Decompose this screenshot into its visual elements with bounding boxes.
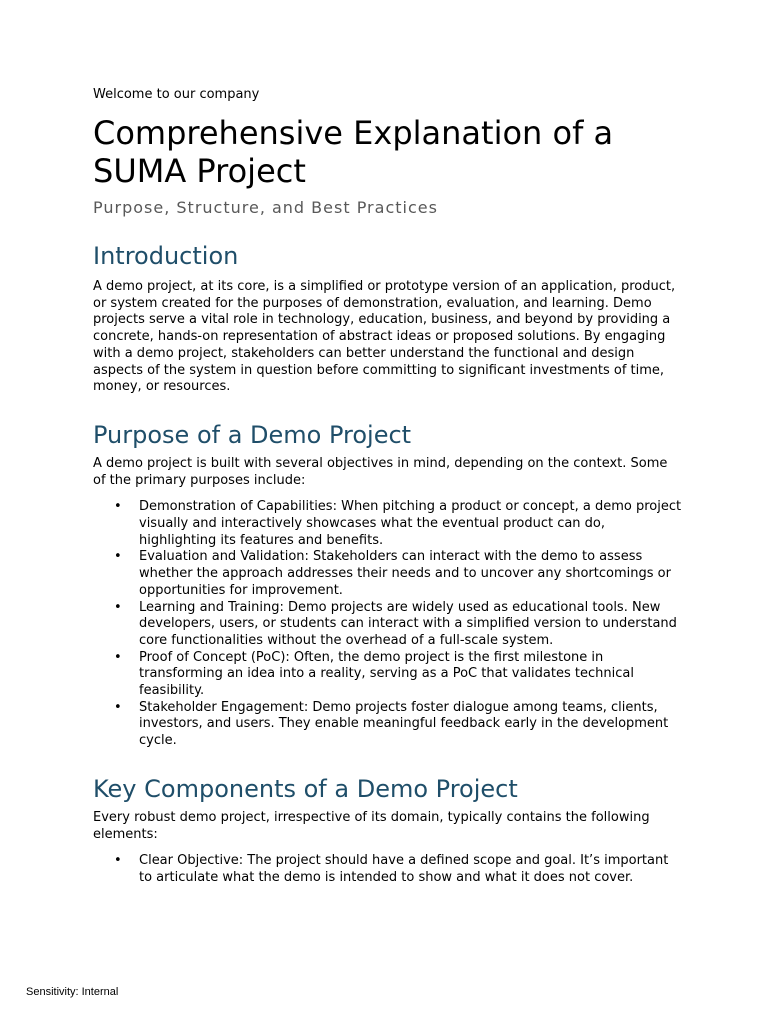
section-purpose (93, 420, 683, 750)
section-heading-introduction: Introduction (93, 242, 239, 270)
bullet-icon: • (114, 649, 122, 665)
bullet-icon: • (114, 853, 122, 869)
section-components (93, 774, 683, 887)
section-introduction (93, 241, 683, 396)
list-item (93, 600, 683, 650)
document-page (93, 86, 683, 887)
bullet-icon: • (114, 599, 122, 615)
sensitivity-label: Sensitivity: Internal (26, 986, 119, 998)
components-paragraph: Every robust demo project, irrespective of its domain, typically contains the following elements: (93, 809, 650, 842)
document-subtitle: Purpose, Structure, and Best Practices (93, 198, 438, 217)
list-item (93, 549, 683, 599)
list-item-text: Evaluation and Validation: Stakeholders can interact with the demo to assess whether the approach addresses their needs and to uncover any shortcomings or opportunities for improvement. (139, 549, 671, 598)
list-item-text: Stakeholder Engagement: Demo projects foster dialogue among teams, clients, investors, and users. They enable meaningful feedback early in the development cycle. (139, 699, 669, 749)
list-item (93, 650, 683, 700)
components-list (93, 853, 683, 886)
list-item-text: Demonstration of Capabilities: When pitching a product or concept, a demo project visually and interactively showcases what the eventual product can do, highlighting its features and benefits. (139, 499, 682, 548)
bullet-icon: • (114, 499, 122, 515)
list-item-text: Clear Objective: The project should have a defined scope and goal. It’s important to articulate what the demo is intended to show and what it does not cover. (139, 853, 669, 885)
purpose-list (93, 499, 683, 750)
list-item-text: Proof of Concept (PoC): Often, the demo project is the first milestone in transforming an idea into a reality, serving as a PoC that validates technical feasibility. (139, 649, 634, 699)
bullet-icon: • (114, 549, 122, 565)
purpose-paragraph: A demo project is built with several objectives in mind, depending on the context. Some of the primary purposes include: (93, 455, 668, 488)
bullet-icon: • (114, 699, 122, 715)
document-title: Comprehensive Explanation of a SUMA Project (93, 114, 614, 190)
list-item (93, 853, 683, 886)
list-item-text: Learning and Training: Demo projects are widely used as educational tools. New developers, users, or students can interact with a simplified version to understand core functionalities without the overhead of a full-scale system. (139, 599, 677, 648)
welcome-text: Welcome to our company (93, 87, 260, 102)
section-heading-purpose: Purpose of a Demo Project (93, 420, 412, 449)
list-item (93, 499, 683, 549)
introduction-paragraph: A demo project, at its core, is a simplified or prototype version of an application, product, or system created for the purposes of demonstration, evaluation, and learning. Demo projects serve a vital role in technology, education, business, and beyond by providing a concrete, hands-on representation of abstract ideas or proposed solutions. By engaging with a demo project, stakeholders can better understand the functional and design aspects of the system in question before committing to significant investments of time, money, or resources. (93, 279, 676, 395)
list-item (93, 700, 683, 750)
section-heading-components: Key Components of a Demo Project (93, 774, 518, 803)
